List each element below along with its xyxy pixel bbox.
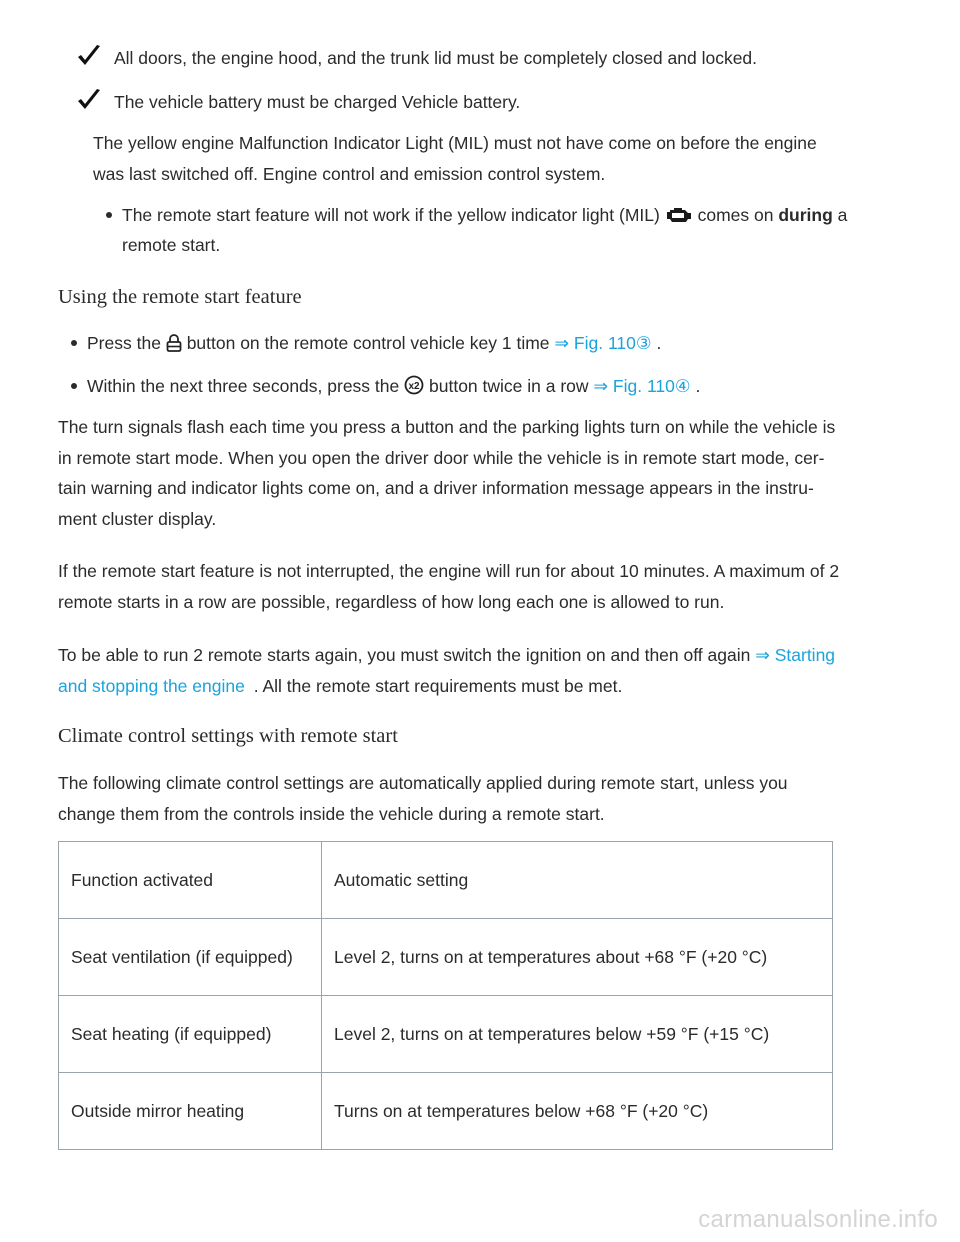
bullet-dot (71, 340, 77, 346)
restart-paragraph: To be able to run 2 remote starts again, you must switch the ignition on and then off again ⇒ Starting and stopping the engine . All the remote start requirements must be met. (58, 645, 836, 696)
table-cell: Seat heating (if equipped) (59, 996, 322, 1073)
bullet-dot (71, 383, 77, 389)
checkmark-icon (76, 44, 102, 68)
remote-start-button-icon (404, 375, 424, 395)
requirement-text: The vehicle battery must be charged Vehicle battery. (114, 92, 521, 112)
table-row (59, 996, 833, 1073)
mil-note: The yellow engine Malfunction Indicator Light (MIL) must not have come on before the engine was last switched off. Engine control and emission control system. (93, 133, 817, 184)
lock-button-icon (166, 334, 182, 352)
watermark: carmanualsonline.info (698, 1206, 938, 1233)
duration-paragraph: If the remote start feature is not interrupted, the engine will run for about 10 minutes. A maximum of 2 remote starts in a row are possible, regardless of how long each one is allowed to run. (58, 561, 840, 612)
table-cell: Turns on at temperatures below +68 °F (+20 °C) (322, 1073, 833, 1150)
table-row (59, 1073, 833, 1150)
step-press-lock: Press the button on the remote control vehicle key 1 time ⇒ Fig. 110③ . (87, 328, 661, 358)
mil-bullet: The remote start feature will not work if the yellow indicator light (MIL) comes on during a remote start. (122, 200, 847, 260)
turn-signals-paragraph: The turn signals flash each time you press a button and the parking lights turn on while the vehicle is in remote start mode. When you open the driver door while the vehicle is in remote start mode, cer- tain warning and indicator lights come on, and a driver information message appears in the instru- ment cluster display. (58, 417, 836, 529)
requirement-doors (76, 48, 757, 69)
table-cell: Seat ventilation (if equipped) (59, 919, 322, 996)
engine-mil-icon (665, 206, 693, 224)
fig-110-3-link[interactable]: ⇒ Fig. 110③ (554, 333, 652, 353)
requirement-text: All doors, the engine hood, and the trunk lid must be completely closed and locked. (114, 48, 758, 68)
bullet-dot (106, 212, 112, 218)
table-header-cell: Automatic setting (322, 842, 833, 919)
table-cell: Level 2, turns on at temperatures below +59 °F (+15 °C) (322, 996, 833, 1073)
climate-settings-table (58, 841, 833, 1150)
climate-intro: The following climate control settings are automatically applied during remote start, unless you change them from the controls inside the vehicle during a remote start. (58, 773, 788, 824)
table-header-row (59, 842, 833, 919)
checkmark-icon (76, 88, 102, 112)
section-heading-remote-start: Using the remote start feature (58, 286, 302, 308)
starting-stopping-link[interactable]: ⇒ Starting (755, 645, 836, 665)
section-heading-climate: Climate control settings with remote start (58, 725, 398, 747)
starting-stopping-link-cont[interactable]: and stopping the engine (58, 675, 245, 696)
table-cell: Outside mirror heating (59, 1073, 322, 1150)
table-cell: Level 2, turns on at temperatures about +68 °F (+20 °C) (322, 919, 833, 996)
table-header-cell: Function activated (59, 842, 322, 919)
svg-text:x2: x2 (408, 381, 420, 392)
fig-110-4-link[interactable]: ⇒ Fig. 110④ (593, 376, 691, 396)
step-press-remote-start: Within the next three seconds, press the x2 button twice in a row ⇒ Fig. 110④ . (87, 371, 700, 401)
requirement-battery (76, 92, 520, 113)
table-row (59, 919, 833, 996)
